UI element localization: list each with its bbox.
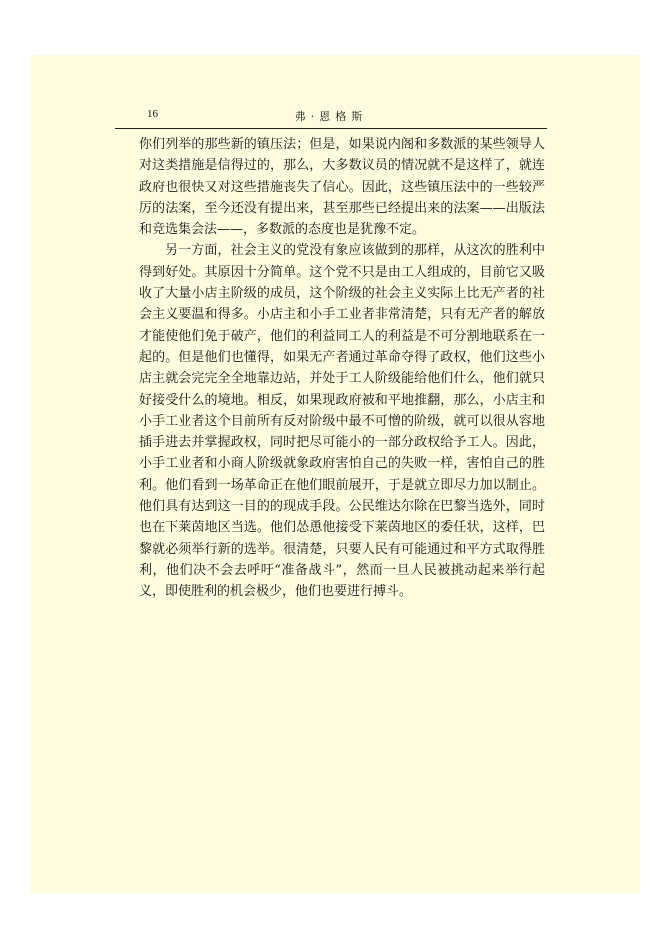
body-text bbox=[139, 134, 545, 603]
page-header bbox=[115, 106, 547, 129]
paragraph: 你们列举的那些新的镇压法；但是，如果说内阁和多数派的某些领导人对这类措施是信得过的，那么，大多数议员的情况就不是这样了，就连政府也很快又对这些措施丧失了信心。因此，这些镇压法中的一些较严厉的法案，至今还没有提出来，甚至那些已经提出来的法案——出版法和竞选集会法——，多数派的态度也是犹豫不定。 bbox=[139, 137, 545, 238]
paragraph: 另一方面，社会主义的党没有象应该做到的那样，从这次的胜利中得到好处。其原因十分简单。这个党不只是由工人组成的，目前它又吸收了大量小店主阶级的成员，这个阶级的社会主义实际上比无产者的社会主义要温和得多。小店主和小手工业者非常清楚，只有无产者的解放才能使他们免于破产，他们的利益同工人的利益是不可分割地联系在一起的。但是他们也懂得，如果无产者通过革命夺得了政权，他们这些小店主就会完完全全地靠边站，并处于工人阶级能给他们什么，他们就只好接受什么的境地。相反，如果现政府被和平地推翻，那么，小店主和小手工业者这个目前所有反对阶级中最不可憎的阶级，就可以很从容地插手进去并掌握政权，同时把尽可能小的一部分政权给予工人。因此，小手工业者和小商人阶级就象政府害怕自己的失败一样，害怕自己的胜利。他们看到一场革命正在他们眼前展开，于是就立即尽力加以制止。他们具有达到这一目的的现成手段。公民维达尔除在巴黎当选外，同时也在下莱茵地区当选。他们怂恿他接受下莱茵地区的委任状，这样，巴黎就必须举行新的选举。很清楚，只要人民有可能通过和平方式取得胜利，他们决不会去呼吁“准备战斗”，然而一旦人民被挑动起来举行起义，即使胜利的机会极少，他们也要进行搏斗。 bbox=[139, 243, 545, 600]
running-title: 弗·恩格斯 bbox=[294, 110, 368, 123]
page-number: 16 bbox=[147, 108, 158, 120]
